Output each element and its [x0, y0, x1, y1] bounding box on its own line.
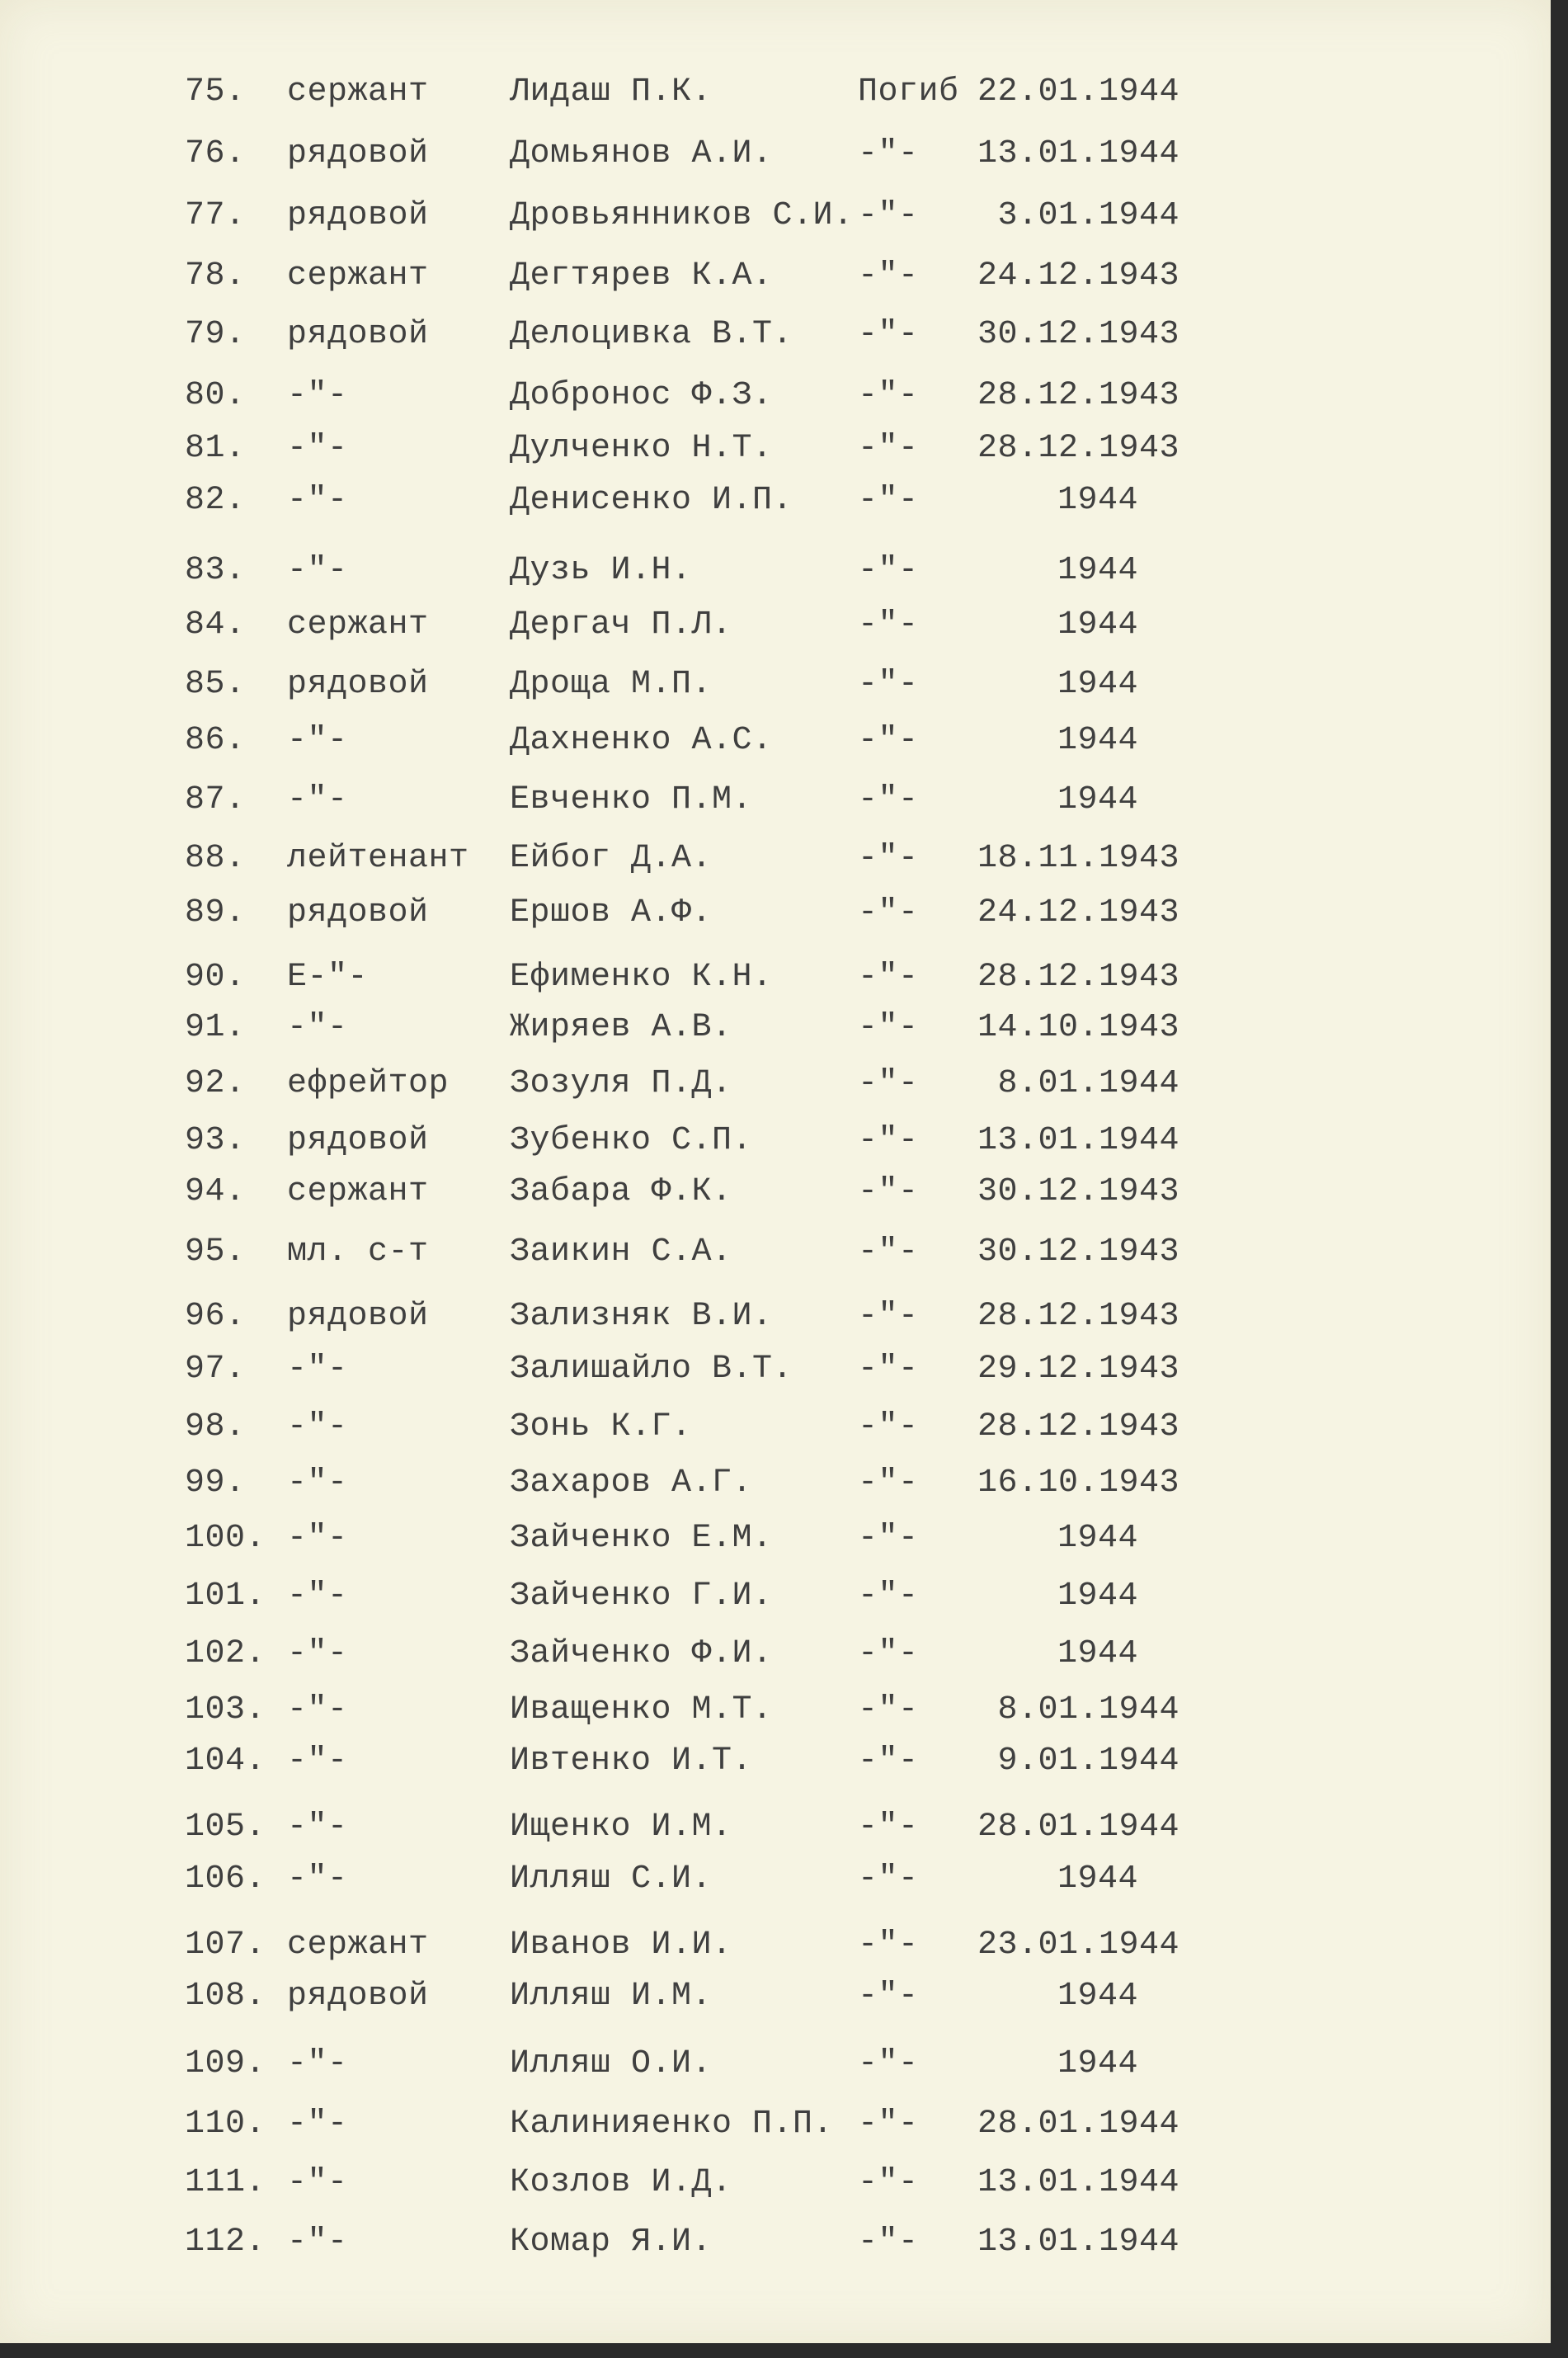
list-item — [0, 1345, 1320, 1394]
entry-date: 1944 — [1057, 2045, 1138, 2082]
entry-name: Домьянов А.И. — [510, 135, 773, 172]
list-item — [0, 130, 1320, 179]
entry-name: Илляш И.М. — [510, 1978, 713, 2015]
entry-rank: сержант — [287, 606, 429, 644]
entry-rank: рядовой — [287, 894, 429, 931]
entry-status: -"- — [858, 1578, 919, 1615]
entry-rank: мл. с-т — [287, 1233, 429, 1271]
entry-rank: рядовой — [287, 316, 429, 353]
entry-status: Погиб — [858, 73, 959, 111]
entry-rank: -"- — [287, 2164, 348, 2201]
entry-name: Жиряев А.В. — [510, 1009, 732, 1046]
entry-rank: -"- — [287, 1809, 348, 1846]
entry-date: 23.01.1944 — [977, 1926, 1180, 1964]
entry-status: -"- — [858, 1743, 919, 1780]
list-item — [0, 2100, 1320, 2149]
entry-number: 97. — [185, 1351, 246, 1388]
entry-name: Денисенко И.П. — [510, 482, 793, 519]
entry-number: 90. — [185, 959, 246, 996]
entry-date: 1944 — [1057, 781, 1138, 818]
entry-date: 13.01.1944 — [977, 1122, 1180, 1159]
list-item — [0, 1459, 1320, 1508]
entry-date: 9.01.1944 — [997, 1743, 1180, 1780]
entry-number: 80. — [185, 377, 246, 414]
entry-number: 75. — [185, 73, 246, 111]
entry-status: -"- — [858, 1173, 919, 1210]
entry-status: -"- — [858, 1809, 919, 1846]
entry-date: 1944 — [1057, 1978, 1138, 2015]
list-item — [0, 1228, 1320, 1277]
entry-status: -"- — [858, 1009, 919, 1046]
list-item — [0, 1514, 1320, 1563]
entry-date: 28.01.1944 — [977, 2106, 1180, 2143]
entry-rank: -"- — [287, 377, 348, 414]
entry-number: 77. — [185, 197, 246, 234]
entry-date: 24.12.1943 — [977, 257, 1180, 295]
list-item — [0, 252, 1320, 301]
entry-name: Ищенко И.М. — [510, 1809, 732, 1846]
entry-date: 14.10.1943 — [977, 1009, 1180, 1046]
entry-number: 106. — [185, 1860, 266, 1898]
entry-status: -"- — [858, 377, 919, 414]
list-item — [0, 1803, 1320, 1852]
entry-date: 28.12.1943 — [977, 430, 1180, 467]
entry-date: 1944 — [1057, 1635, 1138, 1672]
entry-name: Дузь И.Н. — [510, 552, 692, 589]
entry-rank: сержант — [287, 257, 429, 295]
entry-date: 13.01.1944 — [977, 2164, 1180, 2201]
entry-status: -"- — [858, 1520, 919, 1557]
entry-name: Дахненко А.С. — [510, 722, 773, 759]
entry-name: Зализняк В.И. — [510, 1298, 773, 1335]
list-item — [0, 1921, 1320, 1970]
entry-number: 76. — [185, 135, 246, 172]
entry-rank: -"- — [287, 2106, 348, 2143]
entry-status: -"- — [858, 1065, 919, 1102]
list-item — [0, 1059, 1320, 1109]
list-item — [0, 1737, 1320, 1786]
entry-date: 28.12.1943 — [977, 1408, 1180, 1445]
entry-name: Ивтенко И.Т. — [510, 1743, 753, 1780]
entry-rank: -"- — [287, 1743, 348, 1780]
entry-rank: рядовой — [287, 1122, 429, 1159]
entry-date: 16.10.1943 — [977, 1464, 1180, 1502]
entry-name: Ефименко К.Н. — [510, 959, 773, 996]
entry-name: Дергач П.Л. — [510, 606, 732, 644]
entry-date: 30.12.1943 — [977, 316, 1180, 353]
entry-status: -"- — [858, 135, 919, 172]
entry-rank: сержант — [287, 1173, 429, 1210]
entry-number: 91. — [185, 1009, 246, 1046]
entry-name: Дулченко Н.Т. — [510, 430, 773, 467]
entry-status: -"- — [858, 1860, 919, 1898]
list-item — [0, 1167, 1320, 1217]
list-item — [0, 2158, 1320, 2208]
entry-status: -"- — [858, 257, 919, 295]
entry-date: 13.01.1944 — [977, 135, 1180, 172]
entry-number: 94. — [185, 1173, 246, 1210]
list-item — [0, 68, 1320, 117]
list-item — [0, 2040, 1320, 2089]
entry-rank: -"- — [287, 552, 348, 589]
entry-name: Зайченко Г.И. — [510, 1578, 773, 1615]
entry-date: 1944 — [1057, 1578, 1138, 1615]
entry-status: -"- — [858, 606, 919, 644]
entry-number: 86. — [185, 722, 246, 759]
entry-date: 18.11.1943 — [977, 840, 1180, 877]
entry-date: 28.01.1944 — [977, 1809, 1180, 1846]
entry-rank: рядовой — [287, 1978, 429, 2015]
entry-name: Илляш С.И. — [510, 1860, 713, 1898]
list-item — [0, 546, 1320, 596]
entry-status: -"- — [858, 1233, 919, 1271]
list-item — [0, 1003, 1320, 1053]
entry-date: 28.12.1943 — [977, 1298, 1180, 1335]
list-item — [0, 660, 1320, 710]
entry-name: Делоцивка В.Т. — [510, 316, 793, 353]
entry-status: -"- — [858, 1351, 919, 1388]
entry-name: Зайченко Е.М. — [510, 1520, 773, 1557]
list-item — [0, 476, 1320, 526]
entry-number: 93. — [185, 1122, 246, 1159]
list-item — [0, 953, 1320, 1002]
entry-date: 1944 — [1057, 1520, 1138, 1557]
entry-status: -"- — [858, 2164, 919, 2201]
entry-rank: -"- — [287, 1860, 348, 1898]
entry-name: Ейбог Д.А. — [510, 840, 713, 877]
entry-number: 100. — [185, 1520, 266, 1557]
entry-status: -"- — [858, 840, 919, 877]
entry-status: -"- — [858, 1926, 919, 1964]
entry-date: 30.12.1943 — [977, 1233, 1180, 1271]
entry-status: -"- — [858, 430, 919, 467]
list-item — [0, 310, 1320, 360]
entry-status: -"- — [858, 2224, 919, 2261]
entry-name: Дегтярев К.А. — [510, 257, 773, 295]
entry-name: Калинияенко П.П. — [510, 2106, 834, 2143]
entry-date: 30.12.1943 — [977, 1173, 1180, 1210]
entry-name: Дроща М.П. — [510, 666, 713, 703]
entry-status: -"- — [858, 1691, 919, 1728]
entry-date: 13.01.1944 — [977, 2224, 1180, 2261]
entry-number: 89. — [185, 894, 246, 931]
entry-number: 98. — [185, 1408, 246, 1445]
entry-number: 83. — [185, 552, 246, 589]
entry-name: Лидаш П.К. — [510, 73, 713, 111]
entry-name: Иващенко М.Т. — [510, 1691, 773, 1728]
entry-name: Иванов И.И. — [510, 1926, 732, 1964]
entry-status: -"- — [858, 1408, 919, 1445]
entry-name: Доброноc Ф.З. — [510, 377, 773, 414]
entry-rank: -"- — [287, 1635, 348, 1672]
entry-number: 107. — [185, 1926, 266, 1964]
list-item — [0, 1572, 1320, 1621]
list-item — [0, 1686, 1320, 1735]
entry-name: Забара Ф.К. — [510, 1173, 732, 1210]
list-item — [0, 1292, 1320, 1342]
entry-status: -"- — [858, 894, 919, 931]
entry-rank: рядовой — [287, 135, 429, 172]
entry-status: -"- — [858, 552, 919, 589]
entry-status: -"- — [858, 2045, 919, 2082]
entry-date: 1944 — [1057, 606, 1138, 644]
list-item — [0, 1855, 1320, 1904]
entry-rank: -"- — [287, 2224, 348, 2261]
entry-date: 1944 — [1057, 666, 1138, 703]
entry-number: 104. — [185, 1743, 266, 1780]
list-item — [0, 776, 1320, 825]
entry-number: 110. — [185, 2106, 266, 2143]
entry-rank: -"- — [287, 1009, 348, 1046]
entry-number: 99. — [185, 1464, 246, 1502]
list-item — [0, 2218, 1320, 2267]
list-item — [0, 601, 1320, 650]
entry-number: 78. — [185, 257, 246, 295]
scan-border-right — [1551, 0, 1568, 2358]
entry-status: -"- — [858, 1122, 919, 1159]
entry-number: 84. — [185, 606, 246, 644]
entry-status: -"- — [858, 959, 919, 996]
entry-name: Зозуля П.Д. — [510, 1065, 732, 1102]
entry-rank: рядовой — [287, 1298, 429, 1335]
entry-status: -"- — [858, 781, 919, 818]
entry-rank: рядовой — [287, 666, 429, 703]
entry-name: Зонь К.Г. — [510, 1408, 692, 1445]
entry-date: 28.12.1943 — [977, 377, 1180, 414]
entry-status: -"- — [858, 482, 919, 519]
list-item — [0, 1629, 1320, 1679]
entry-number: 85. — [185, 666, 246, 703]
entry-number: 87. — [185, 781, 246, 818]
entry-rank: -"- — [287, 2045, 348, 2082]
entry-rank: ефрейтор — [287, 1065, 450, 1102]
entry-number: 112. — [185, 2224, 266, 2261]
entry-number: 95. — [185, 1233, 246, 1271]
entry-rank: -"- — [287, 1408, 348, 1445]
entry-number: 96. — [185, 1298, 246, 1335]
entry-number: 92. — [185, 1065, 246, 1102]
entry-rank: сержант — [287, 1926, 429, 1964]
entry-date: 1944 — [1057, 722, 1138, 759]
list-item — [0, 424, 1320, 474]
entry-number: 105. — [185, 1809, 266, 1846]
entry-date: 3.01.1944 — [997, 197, 1180, 234]
list-item — [0, 1116, 1320, 1166]
entry-name: Козлов И.Д. — [510, 2164, 732, 2201]
entry-number: 101. — [185, 1578, 266, 1615]
entry-name: Евченко П.М. — [510, 781, 753, 818]
list-item — [0, 889, 1320, 938]
entry-status: -"- — [858, 1635, 919, 1672]
entry-rank: сержант — [287, 73, 429, 111]
entry-status: -"- — [858, 1464, 919, 1502]
entry-status: -"- — [858, 1298, 919, 1335]
entry-rank: Е-"- — [287, 959, 369, 996]
entry-rank: -"- — [287, 1691, 348, 1728]
entry-rank: -"- — [287, 781, 348, 818]
entry-number: 109. — [185, 2045, 266, 2082]
entry-status: -"- — [858, 722, 919, 759]
entry-rank: -"- — [287, 1520, 348, 1557]
entry-date: 29.12.1943 — [977, 1351, 1180, 1388]
entry-number: 111. — [185, 2164, 266, 2201]
entry-date: 28.12.1943 — [977, 959, 1180, 996]
entry-status: -"- — [858, 2106, 919, 2143]
list-item — [0, 834, 1320, 884]
entry-status: -"- — [858, 197, 919, 234]
entry-status: -"- — [858, 316, 919, 353]
entry-date: 8.01.1944 — [997, 1691, 1180, 1728]
entry-name: Зубенко С.П. — [510, 1122, 753, 1159]
entry-name: Залишайло В.Т. — [510, 1351, 793, 1388]
entry-status: -"- — [858, 1978, 919, 2015]
entry-date: 24.12.1943 — [977, 894, 1180, 931]
entry-date: 1944 — [1057, 482, 1138, 519]
list-item — [0, 1972, 1320, 2021]
entry-name: Ершов А.Ф. — [510, 894, 713, 931]
list-item — [0, 716, 1320, 766]
entry-rank: -"- — [287, 722, 348, 759]
entry-rank: -"- — [287, 1578, 348, 1615]
entry-number: 103. — [185, 1691, 266, 1728]
entry-number: 88. — [185, 840, 246, 877]
entry-name: Илляш О.И. — [510, 2045, 713, 2082]
entry-date: 8.01.1944 — [997, 1065, 1180, 1102]
list-item — [0, 371, 1320, 421]
entry-name: Комар Я.И. — [510, 2224, 713, 2261]
list-item — [0, 191, 1320, 241]
entry-date: 1944 — [1057, 1860, 1138, 1898]
entry-rank: -"- — [287, 1351, 348, 1388]
scan-border-bottom — [0, 2343, 1568, 2358]
entry-date: 22.01.1944 — [977, 73, 1180, 111]
entry-status: -"- — [858, 666, 919, 703]
entry-rank: лейтенант — [287, 840, 469, 877]
entry-number: 108. — [185, 1978, 266, 2015]
entry-rank: -"- — [287, 482, 348, 519]
entry-date: 1944 — [1057, 552, 1138, 589]
entry-rank: -"- — [287, 430, 348, 467]
entry-rank: рядовой — [287, 197, 429, 234]
entry-name: Зайченко Ф.И. — [510, 1635, 773, 1672]
entry-number: 102. — [185, 1635, 266, 1672]
entry-name: Заикин С.А. — [510, 1233, 732, 1271]
entry-name: Захаров А.Г. — [510, 1464, 753, 1502]
entry-number: 79. — [185, 316, 246, 353]
entry-number: 81. — [185, 430, 246, 467]
entry-name: Дровьянников С.И. — [510, 197, 854, 234]
list-item — [0, 1403, 1320, 1452]
entry-rank: -"- — [287, 1464, 348, 1502]
entry-number: 82. — [185, 482, 246, 519]
